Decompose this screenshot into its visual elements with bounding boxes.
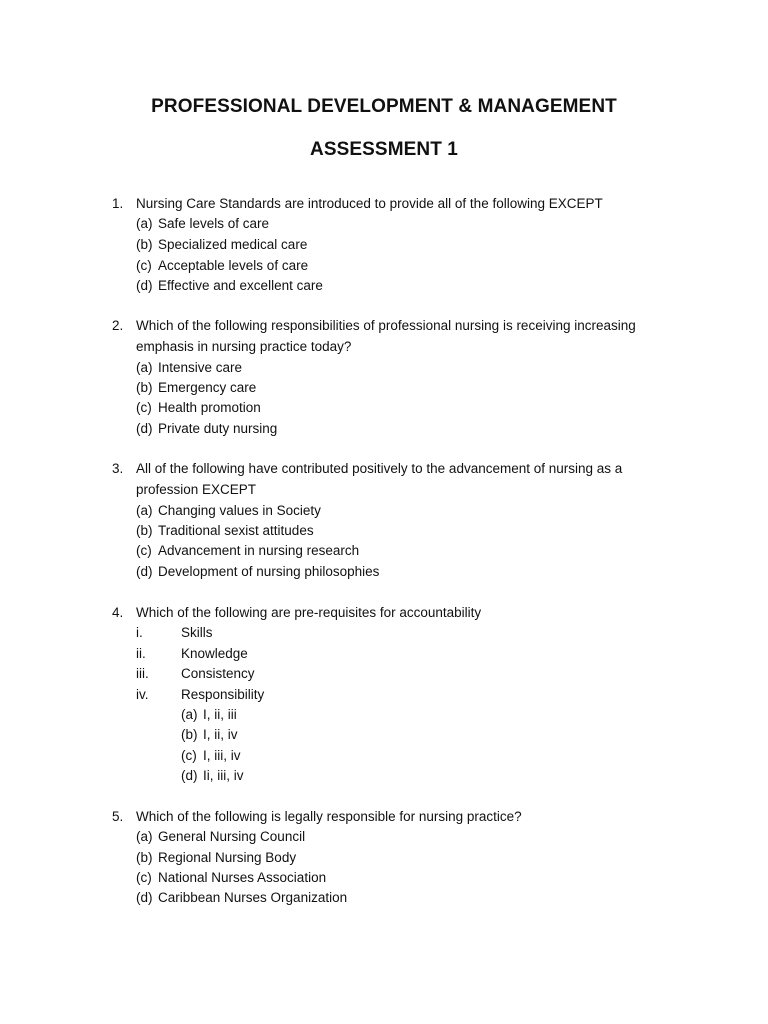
answer-option [136,890,347,905]
answer-option [136,360,242,375]
question-number: 2. [112,318,124,333]
roman-item [136,687,264,702]
option-letter: (d) [181,768,198,783]
roman-numeral: iv. [136,687,149,702]
option-letter: (b) [181,727,198,742]
question-number: 5. [112,809,124,824]
answer-option [136,421,277,436]
question-text: Which of the following responsibilities of professional nursing is receiving increasing [136,318,636,333]
answer-option [136,850,296,865]
question-number: 4. [112,605,124,620]
question-text: profession EXCEPT [136,482,257,497]
roman-item [136,625,213,640]
roman-text: Skills [181,625,213,640]
answer-option [136,216,269,231]
option-letter: (c) [136,870,152,885]
answer-option [181,768,244,783]
option-text: I, ii, iii [203,707,237,722]
question-text: emphasis in nursing practice today? [136,339,352,354]
option-letter: (b) [136,523,153,538]
option-text: Safe levels of care [158,216,270,231]
option-letter: (d) [136,890,153,905]
roman-numeral: ii. [136,646,146,661]
option-letter: (a) [181,707,198,722]
question-text: Nursing Care Standards are introduced to provide all of the following EXCEPT [136,196,603,211]
option-letter: (c) [181,748,197,763]
option-letter: (c) [136,258,152,273]
question-text: Which of the following is legally responsible for nursing practice? [136,809,522,824]
option-letter: (a) [136,829,153,844]
option-text: Ii, iii, iv [203,768,244,783]
document-subtitle: ASSESSMENT 1 [310,139,458,160]
option-text: Acceptable levels of care [158,258,309,273]
option-letter: (d) [136,421,153,436]
option-text: Caribbean Nurses Organization [158,890,348,905]
option-text: General Nursing Council [158,829,306,844]
question-number: 3. [112,461,124,476]
option-text: Regional Nursing Body [158,850,297,865]
option-text: Changing values in Society [158,503,321,518]
option-text: Advancement in nursing research [158,543,360,558]
answer-option [181,727,238,742]
roman-text: Consistency [181,666,255,681]
answer-option [136,237,307,252]
option-letter: (a) [136,216,153,231]
answer-option [136,380,256,395]
answer-option [136,829,305,844]
question-text: Which of the following are pre-requisites for accountability [136,605,482,620]
answer-option [136,870,326,885]
option-letter: (c) [136,543,152,558]
option-text: Intensive care [158,360,243,375]
roman-item [136,646,248,661]
option-letter: (c) [136,400,152,415]
option-letter: (b) [136,380,153,395]
option-letter: (a) [136,360,153,375]
option-text: Private duty nursing [158,421,278,436]
roman-numeral: iii. [136,666,149,681]
option-text: Traditional sexist attitudes [158,523,314,538]
option-letter: (b) [136,850,153,865]
answer-option [136,400,261,415]
roman-text: Knowledge [181,646,248,661]
answer-option [181,748,241,763]
answer-option [136,543,359,558]
option-text: Emergency care [158,380,257,395]
option-text: Health promotion [158,400,261,415]
answer-option [136,278,323,293]
roman-numeral: i. [136,625,143,640]
question-text: All of the following have contributed positively to the advancement of nursing as a [136,461,623,476]
option-text: Development of nursing philosophies [158,564,380,579]
option-letter: (d) [136,564,153,579]
option-text: Effective and excellent care [158,278,323,293]
question-number: 1. [112,196,124,211]
answer-option [136,523,314,538]
option-letter: (a) [136,503,153,518]
option-text: Specialized medical care [158,237,308,252]
option-letter: (b) [136,237,153,252]
answer-option [136,503,321,518]
option-letter: (d) [136,278,153,293]
option-text: National Nurses Association [158,870,327,885]
option-text: I, ii, iv [203,727,238,742]
document-title: PROFESSIONAL DEVELOPMENT & MANAGEMENT [151,96,617,117]
answer-option [136,564,379,579]
option-text: I, iii, iv [203,748,241,763]
answer-option [181,707,237,722]
roman-text: Responsibility [181,687,265,702]
roman-item [136,666,255,681]
answer-option [136,258,308,273]
